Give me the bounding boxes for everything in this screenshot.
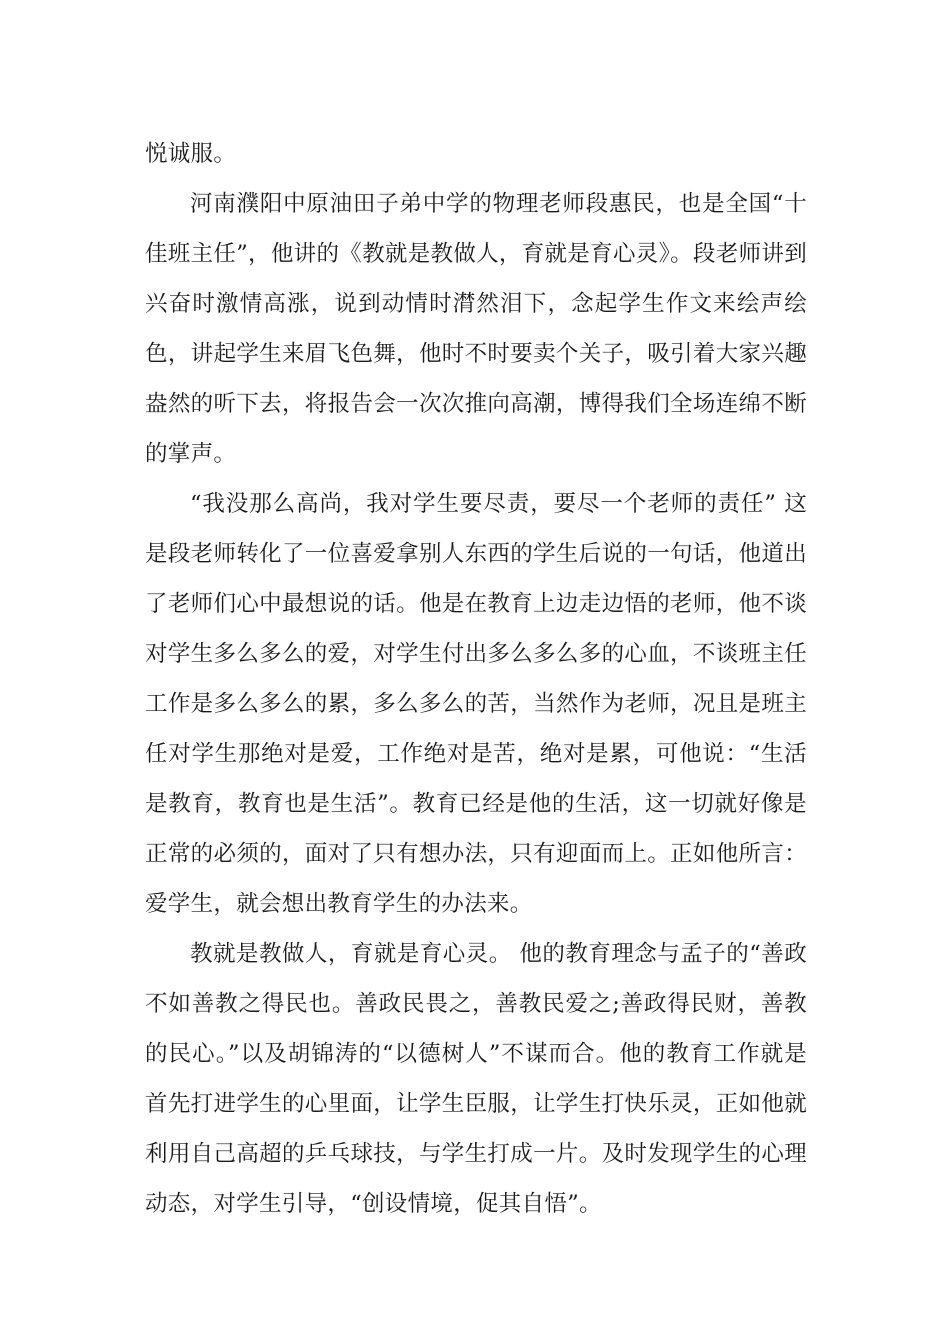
paragraph-education-philosophy: 教就是教做人，育就是育心灵。 他的教育理念与孟子的“善政不如善教之得民也。善政民畏之，善教民爱之;善政得民财，善教的民心。”以及胡锦涛的“以德树人”不谋而合。他的教育工作就是首先打进学生的心里面，让学生臣服，让学生打快乐灵，正如他就利用自己高超的乒乓球技，与学生打成一片。及时发现学生的心理动态，对学生引导，“创设情境，促其自悟”。 xyxy=(145,941,807,1217)
document-body xyxy=(145,129,807,1229)
paragraph-duan-huimin-intro: 河南濮阳中原油田子弟中学的物理老师段惠民，也是全国“十佳班主任”，他讲的《教就是教做人，育就是育心灵》。段老师讲到兴奋时激情高涨，说到动情时潸然泪下，念起学生作文来绘声绘色，讲起学生来眉飞色舞，他时不时要卖个关子，吸引着大家兴趣盎然的听下去，将报告会一次次推向高潮，博得我们全场连绵不断的掌声。 xyxy=(145,191,807,467)
paragraph-continuation: 悦诚服。 xyxy=(145,141,237,167)
paragraph-responsibility-quote: “我没那么高尚，我对学生要尽责，要尽一个老师的责任” 这是段老师转化了一位喜爱拿别人东西的学生后说的一句话，他道出了老师们心中最想说的话。他是在教育上边走边悟的老师，他不谈对学生多么多么的爱，对学生付出多么多么多的心血，不谈班主任工作是多么多么的累，多么多么的苦，当然作为老师，况且是班主任对学生那绝对是爱，工作绝对是苦，绝对是累，可他说：“生活是教育，教育也是生活”。教育已经是他的生活，这一切就好像是正常的必须的，面对了只有想办法，只有迎面而上。正如他所言：爱学生，就会想出教育学生的办法来。 xyxy=(145,491,807,917)
